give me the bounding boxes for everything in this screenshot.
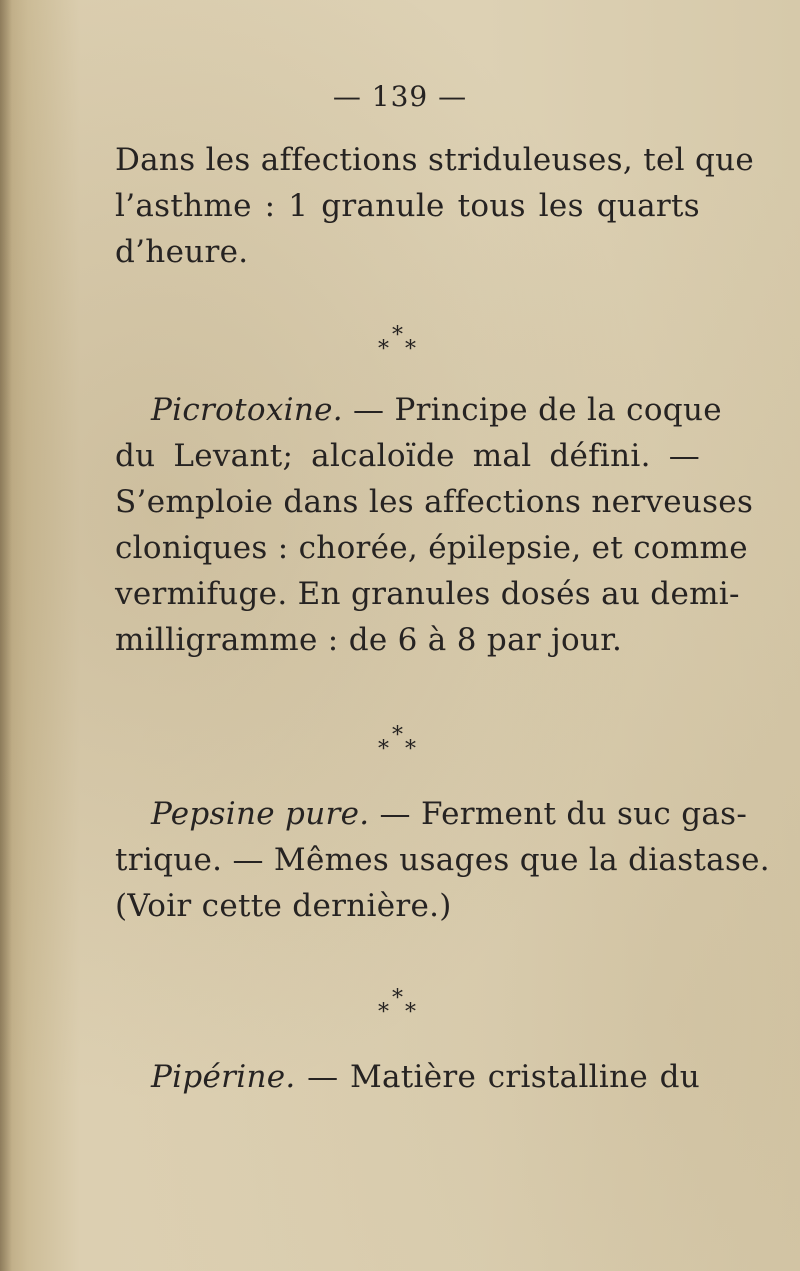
entry-first-line — [115, 792, 748, 836]
entry-term: Picrotoxine. — [151, 392, 343, 428]
asterism-star: * — [392, 723, 403, 748]
asterism-separator — [0, 325, 800, 365]
entry-first-line — [115, 1055, 700, 1099]
asterism-star: * — [405, 737, 416, 762]
asterism-star: * — [405, 337, 416, 362]
text-segment: — Principe de la coque — [342, 392, 722, 428]
entry-term: Pipérine. — [151, 1059, 296, 1095]
asterism-star: * — [392, 986, 403, 1011]
text-line: l’asthme : 1 granule tous les quarts — [115, 188, 700, 224]
text-line: (Voir cette dernière.) — [115, 888, 452, 924]
asterism-star: * — [378, 337, 389, 362]
asterism-separator — [0, 988, 800, 1028]
text-line: cloniques : chorée, épilepsie, et comme — [115, 530, 748, 566]
text-line: trique. — Mêmes usages que la diastase. — [115, 842, 770, 878]
text-line: milligramme : de 6 à 8 par jour. — [115, 622, 623, 658]
page-number: — 139 — — [332, 80, 468, 113]
text-line: du Levant; alcaloïde mal défini. — — [115, 438, 700, 474]
asterism-separator — [0, 725, 800, 765]
text-line: d’heure. — [115, 234, 249, 270]
asterism-star: * — [378, 737, 389, 762]
asterism-star: * — [378, 1000, 389, 1025]
asterism-star: * — [405, 1000, 416, 1025]
text-segment: — Ferment du suc gas- — [369, 796, 748, 832]
text-line: vermifuge. En granules dosés au demi- — [115, 576, 740, 612]
asterism-star: * — [392, 323, 403, 348]
text-line: Dans les affections striduleuses, tel que — [115, 142, 755, 178]
text-segment: — Matière cristalline du — [295, 1059, 700, 1095]
entry-term: Pepsine pure. — [151, 796, 370, 832]
text-line: S’emploie dans les affections nerveuses — [115, 484, 754, 520]
entry-first-line — [115, 388, 722, 432]
